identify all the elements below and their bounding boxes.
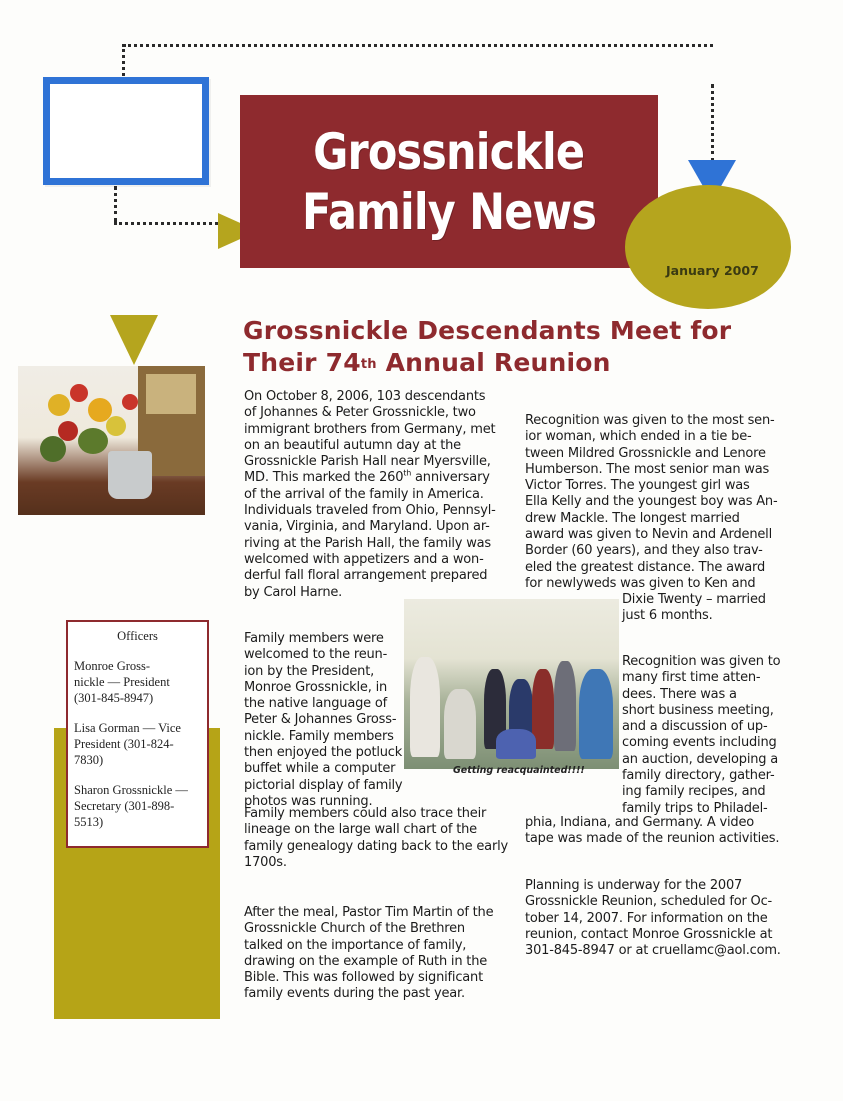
col1-paragraph-4: After the meal, Pastor Tim Martin of the Grossnickle Church of the Brethren talked on the importance of family, drawing on the example of Ruth in the Bible. This was followed by significant family events during the past year. xyxy=(244,905,494,1002)
officer-president: Monroe Gross- nickle — President (301-845-8947) xyxy=(74,659,170,705)
officers-title: Officers xyxy=(117,629,158,643)
headline-line2: Their 74th Annual Reunion xyxy=(243,348,611,377)
olive-arrow-down-icon xyxy=(110,315,158,365)
col1-paragraph-1: On October 8, 2006, 103 descendants of Johannes & Peter Grossnickle, two immigrant brothers from Germany, met on an beautiful autumn day at the Grossnickle Parish Hall near Myersville, MD. This marked the 260th anniversary of the arrival of the family in America. Individuals traveled from Ohio, Pennsyl- vania, Virginia, and Maryland. Upon ar- riving at the Parish Hall, the family was welcomed with appetizers and a won- derful fall floral arrangement prepared by Carol Harne. xyxy=(244,389,496,600)
col1-paragraph-2: Family members were welcomed to the reun- ion by the President, Monroe Grossnickle, in the native language of Peter & Johannes Gross- nickle. Family members then enjoyed the potluck buffet while a computer pictorial display of family photos was running. xyxy=(244,631,403,809)
col1-paragraph-3: Family members could also trace their lineage on the large wall chart of the family genealogy dating back to the early 1700s. xyxy=(244,806,508,870)
flower-arrangement-photo xyxy=(18,366,205,515)
masthead-banner xyxy=(240,95,658,268)
col2-paragraph-1-tail: Dixie Twenty – married just 6 months. xyxy=(622,592,766,624)
col2-paragraph-2-tail: phia, Indiana, and Germany. A video tape was made of the reunion activities. xyxy=(525,815,780,847)
photo-caption: Getting reacquainted!!!! xyxy=(453,765,585,776)
dotted-line-left-run xyxy=(114,222,218,226)
article-headline xyxy=(243,315,803,379)
dotted-line-top-left-drop xyxy=(122,44,126,76)
col2-paragraph-2: Recognition was given to many first time atten- dees. There was a short business meeting, and a discussion of up- coming events including an auction, developing a family directory, gather- ing family recipes, and family trips to Philadel- xyxy=(622,654,781,816)
masthead-title-line1: Grossnickle xyxy=(313,122,585,181)
officer-secretary: Sharon Grossnickle — Secretary (301-898- 5513) xyxy=(74,783,188,829)
officer-vice-president: Lisa Gorman — Vice President (301-824- 7830) xyxy=(74,721,181,767)
col2-paragraph-3: Planning is underway for the 2007 Grossnickle Reunion, scheduled for Oc- tober 14, 2007. For information on the reunion, contact Monroe Grossnickle at 301-845-8947 or at cruellamc@aol.com. xyxy=(525,878,781,959)
issue-date: January 2007 xyxy=(666,263,759,278)
masthead-title-line2: Family News xyxy=(301,182,597,241)
headline-line1: Grossnickle Descendants Meet for xyxy=(243,316,732,345)
reunion-group-photo xyxy=(404,599,619,769)
dotted-line-right-drop xyxy=(711,84,715,162)
col2-paragraph-1: Recognition was given to the most sen- ior woman, which ended in a tie be- tween Mildred Grossnickle and Lenore Humberson. The most senior man was Victor Torres. The youngest girl was Ella Kelly and the youngest boy was An- drew Mackle. The longest married award was given to Nevin and Ardenell Border (60 years), and they also trav- eled the greatest distance. The award for newlyweds was given to Ken and xyxy=(525,413,778,591)
officers-box xyxy=(66,620,209,848)
date-oval xyxy=(625,185,791,309)
dotted-line-left-drop xyxy=(114,186,118,222)
empty-blue-frame xyxy=(43,77,209,185)
dotted-line-top xyxy=(123,44,713,87)
